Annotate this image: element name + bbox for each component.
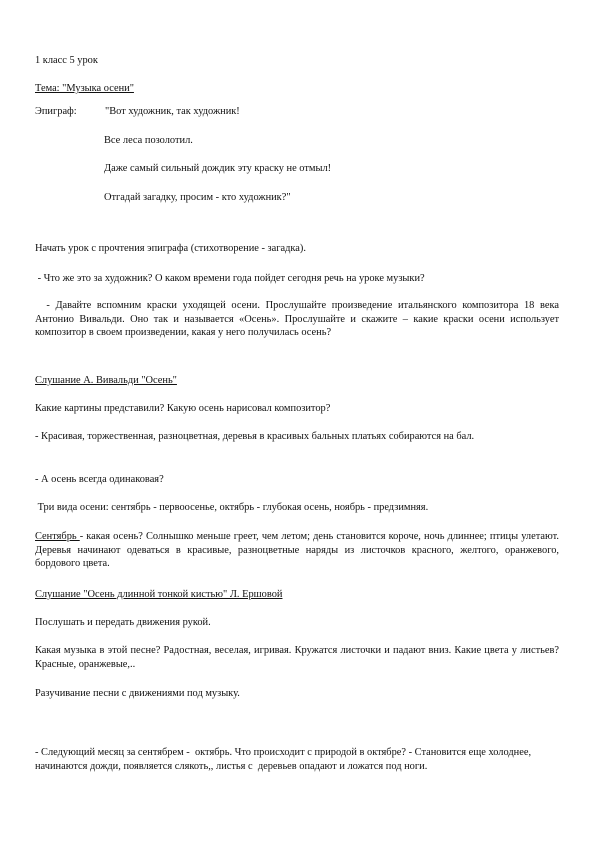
section-heading: Слушание "Осень длинной тонкой кистью" Л. Ершовой [35, 589, 283, 600]
month-september: Сентябрь [35, 531, 80, 542]
paragraph-text: - какая осень? Солнышко меньше греет, чем летом; день становится короче, ночь длиннее; птицы улетают. Деревья начинают одеваться в красивые, разноцветные наряды из листочков красного, желтого, оранжевого, бордового цвета. [35, 531, 559, 570]
paragraph: - Давайте вспомним краски уходящей осени. Прослушайте произведение итальянского композитора 18 века Антонио Вивальди. Оно так и называется «Осень». Прослушайте и скажите – какие краски осени использует композитор в своем произведении, какая у него получилась осень? [35, 300, 562, 339]
paragraph: Какие картины представили? Какую осень нарисовал композитор? [35, 403, 331, 414]
lesson-topic: Тема: "Музыка осени" [35, 83, 134, 94]
lesson-header: 1 класс 5 урок [35, 55, 98, 66]
paragraph: Разучивание песни с движениями под музыку. [35, 688, 240, 699]
paragraph: Послушать и передать движения рукой. [35, 617, 211, 628]
epigraph-label: Эпиграф: [35, 106, 77, 117]
paragraph: - А осень всегда одинаковая? [35, 474, 164, 485]
paragraph: Начать урок с прочтения эпиграфа (стихотворение - загадка). [35, 243, 306, 254]
epigraph-line: Все леса позолотил. [104, 135, 193, 146]
section-heading: Слушание А. Вивальди "Осень" [35, 375, 177, 386]
epigraph-line: "Вот художник, так художник! [105, 106, 240, 117]
paragraph: Три вида осени: сентябрь - первоосенье, октябрь - глубокая осень, ноябрь - предзимняя. [35, 502, 429, 513]
paragraph: - Красивая, торжественная, разноцветная, деревья в красивых бальных платьях собираются на бал. [35, 431, 475, 442]
paragraph: - Следующий месяц за сентябрем - октябрь. Что происходит с природой в октябре? - Становится еще холоднее, начинаются дожди, появляется слякоть,, листья с деревьев опадают и ложатся под ноги. [35, 747, 534, 772]
paragraph: - Что же это за художник? О каком времени года пойдет сегодня речь на уроке музыки? [35, 273, 425, 284]
paragraph [35, 530, 559, 571]
paragraph: Какая музыка в этой песне? Радостная, веселая, игривая. Кружатся листочки и падают вниз. Какие цвета у листьев? Красные, оранжевые,.. [35, 645, 559, 670]
epigraph-line: Отгадай загадку, просим - кто художник?" [104, 192, 291, 203]
epigraph-line: Даже самый сильный дождик эту краску не отмыл! [104, 163, 332, 174]
